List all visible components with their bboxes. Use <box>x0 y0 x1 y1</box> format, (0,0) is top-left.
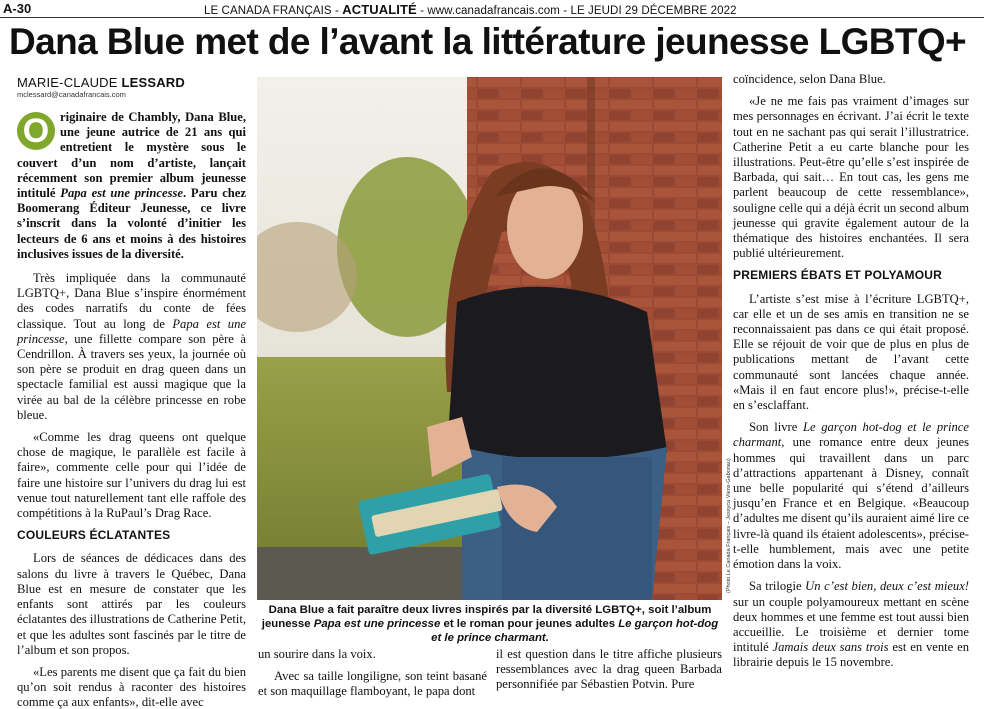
author-last-name: LESSARD <box>121 75 185 90</box>
subheading: PREMIERS ÉBATS ET POLYAMOUR <box>733 268 942 283</box>
lede-paragraph: O riginaire de Chambly, Dana Blue, une jeune autrice de 21 ans qui entretient le mystère sous le couvert d’un nom d’artiste, lançait récemment son premier album jeunesse intitulé Papa est une princesse. Paru chez Boomerang Éditeur Jeunesse, ce livre s’inscrit dans la volonté d’initier les lecteurs de 6 ans et moins à des histoires inclusives issues de la diversité. <box>17 110 246 261</box>
paragraph: Avec sa taille longiligne, son teint basané et son maquillage flamboyant, le papa dont <box>258 669 487 699</box>
column-1 <box>17 110 246 709</box>
paragraph: il est question dans le titre affiche plusieurs ressemblances avec la drag queen Barbada personnifiée par Sébastien Potvin. Pure <box>496 647 722 692</box>
author-email: mclessard@canadafrancais.com <box>17 90 126 99</box>
column-2 <box>258 647 487 707</box>
paragraph: «Les parents me disent que ça fait du bien qu’on soit rendus à raconter des histoires comme ça aux enfants», dit-elle avec <box>17 664 246 709</box>
paragraph: Son livre Le garçon hot-dog et le prince charmant, une romance entre deux jeunes hommes qui travaillent dans un parc d’attractions appartenant à Disney, connaît une belle popularité qui s’étend d’ailleurs jusqu’en France et en Belgique. «Beaucoup d’adultes me disent qu’ils auraient aimé lire ce livre-là quand ils étaient adolescents», précise-t-elle humblement, mais avec une petite émotion dans la voix. <box>733 420 969 572</box>
photo-caption: Dana Blue a fait paraître deux livres inspirés par la diversité LGBTQ+, soit l’album jeunesse Papa est une princesse et le roman pour jeunes adultes Le garçon hot-dog et le prince charmant. <box>261 604 719 644</box>
article-photo <box>257 77 722 600</box>
website: www.canadafrancais.com <box>427 5 560 17</box>
paragraph: «Je ne me fais pas vraiment d’images sur mes personnages en écrivant. J’ai écrit le texte tout en ne sachant pas qui serait l’illustratrice. Catherine Petit a eu carte blanche pour les illustrations. Peut-être qu’elle s’est inspirée de Barbada, qui sait… En tout cas, les gens me parlent beaucoup de cette ressemblance», souligne celle qui a déjà écrit un second album jeunesse qui gravite également autour de la thématique des histoires enchantées. Il sera publié ultérieurement. <box>733 94 969 261</box>
photo-credit: (Photo Le Canada Français – Jessyca Viens-Gaboriau) <box>726 458 732 593</box>
paragraph: L’artiste s’est mise à l’écriture LGBTQ+, car elle et un de ses amis en transition ne se reconnaissaient pas dans ce qui était proposé. Elle se réjouit de voir que de plus en plus de publications mettant de l’avant cette communauté sont lancées chaque année. «Mais il en faut encore plus!», précise-t-elle en s’esclaffant. <box>733 291 969 413</box>
column-4 <box>733 72 969 678</box>
drop-cap: O <box>17 112 55 150</box>
running-header-text: LE CANADA FRANÇAIS - ACTUALITÉ - www.canadafrancais.com - LE JEUDI 29 DÉCEMBRE 2022 <box>204 2 737 17</box>
paragraph: coïncidence, selon Dana Blue. <box>733 72 886 86</box>
subheading: COULEURS ÉCLATANTES <box>17 528 171 543</box>
paragraph: un sourire dans la voix. <box>258 647 376 661</box>
article-headline: Dana Blue met de l’avant la littérature jeunesse LGBTQ+ <box>9 21 967 62</box>
author-first-name: MARIE-CLAUDE <box>17 75 122 90</box>
issue-date: LE JEUDI 29 DÉCEMBRE 2022 <box>570 5 737 17</box>
paragraph: Très impliquée dans la communauté LGBTQ+, Dana Blue s’inspire énormément des codes narratifs du conte de fées classique. Tout au long de Papa est une princesse, une fillette compare son père à Cendrillon. À travers ses yeux, la journée où son père se produit en drag queen dans un spectacle familial est aussi magique que la virée au bal de la célèbre princesse en robe bleue. <box>17 271 246 422</box>
publication-name: LE CANADA FRANÇAIS <box>204 5 332 17</box>
page-number: A-30 <box>3 1 32 16</box>
paragraph: «Comme les drag queens ont quelque chose de magique, le parallèle est facile à faire», commente celle pour qui l’idée de faire une histoire sur l’univers du drag lui est venue tout naturellement tant elle raffole des compétitions à la RuPaul’s Drag Race. <box>17 430 246 521</box>
paragraph: Lors de séances de dédicaces dans des salons du livre à travers le Québec, Dana Blue est en mesure de constater que les enfants sont attirés par les couleurs éclatantes des illustrations de Catherine Petit, et que les adultes sont fascinés par le titre de l’album et son propos. <box>17 551 246 657</box>
paragraph: Sa trilogie Un c’est bien, deux c’est mieux! sur un couple polyamoureux mettant en scène deux hommes et une femme est tout aussi bien accueillie. Le troisième et dernier tome intitulé Jamais deux sans trois est en vente en librairie depuis le 15 novembre. <box>733 579 969 670</box>
section-name: ACTUALITÉ <box>342 2 417 17</box>
column-3 <box>496 647 722 700</box>
photo-illustration <box>257 77 722 600</box>
byline <box>17 75 185 90</box>
running-header <box>0 0 984 18</box>
